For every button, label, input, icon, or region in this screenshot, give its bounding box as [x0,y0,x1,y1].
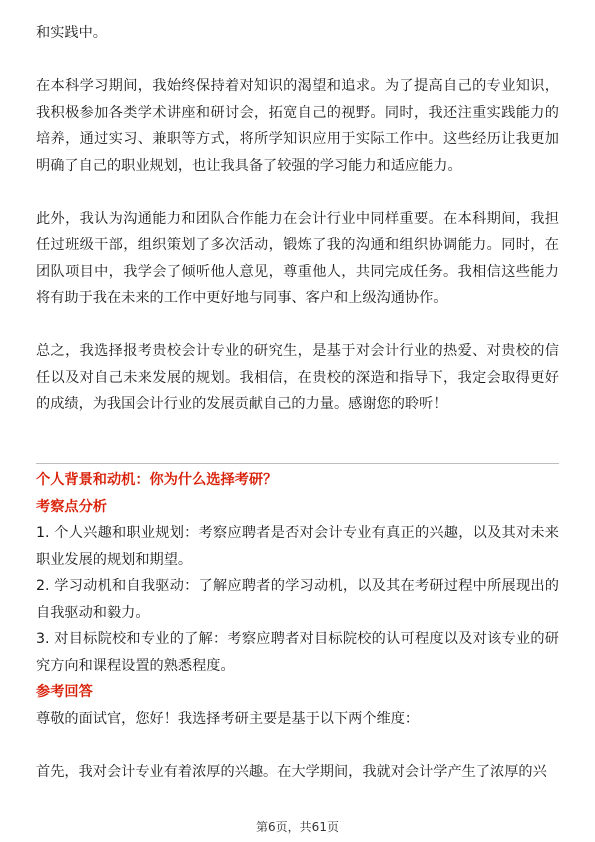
paragraph-conclusion: 总之，我选择报考贵校会计专业的研究生，是基于对会计行业的热爱、对贵校的信任以及对自己未来发展的规划。我相信，在贵校的深造和指导下，我定会取得更好的成绩，为我国会计行业的发展贡献自己的力量。感谢您的聆听！ [36,343,559,412]
page-number: 第6页，共61页 [256,820,339,834]
paragraph-gap [36,732,559,759]
analysis-heading: 考察点分析 [36,498,107,515]
section-divider [36,463,559,464]
body-text [36,20,559,418]
paragraph-continuation: 和实践中。 [36,25,107,41]
paragraph-gap [36,47,559,74]
answer-paragraph: 尊敬的面试官，您好！我选择考研主要是基于以下两个维度： [36,710,420,727]
paragraph-communication: 此外，我认为沟通能力和团队合作能力在会计行业中同样重要。在本科期间，我担任过班级干部，组织策划了多次活动，锻炼了我的沟通和组织协调能力。同时，在团队项目中，我学会了倾听他人意见，尊重他人，共同完成任务。我相信这些能力将有助于我在未来的工作中更好地与同事、客户和上级沟通协作。 [36,210,559,306]
analysis-item: 3. 对目标院校和专业的了解：考察应聘者对目标院校的认可程度以及对该专业的研究方向和课程设置的熟悉程度。 [36,631,559,674]
question-section [36,467,559,785]
paragraph-gap [36,179,559,206]
question-title: 个人背景和动机：你为什么选择考研？ [36,472,278,488]
paragraph-gap [36,312,559,339]
paragraph-study-period: 在本科学习期间，我始终保持着对知识的渴望和追求。为了提高自己的专业知识，我积极参加各类学术讲座和研讨会，拓宽自己的视野。同时，我还注重实践能力的培养，通过实习、兼职等方式，将所学知识应用于实际工作中。这些经历让我更加明确了自己的职业规划，也让我具备了较强的学习能力和适应能力。 [36,78,559,174]
answer-paragraph: 首先，我对会计专业有着浓厚的兴趣。在大学期间，我就对会计学产生了浓厚的兴 [36,763,547,780]
answer-heading: 参考回答 [36,684,93,700]
analysis-item: 2. 学习动机和自我驱动：了解应聘者的学习动机，以及其在考研过程中所展现出的自我驱动和毅力。 [36,578,559,621]
analysis-item: 1. 个人兴趣和职业规划：考察应聘者是否对会计专业有真正的兴趣，以及其对未来职业发展的规划和期望。 [36,525,559,568]
